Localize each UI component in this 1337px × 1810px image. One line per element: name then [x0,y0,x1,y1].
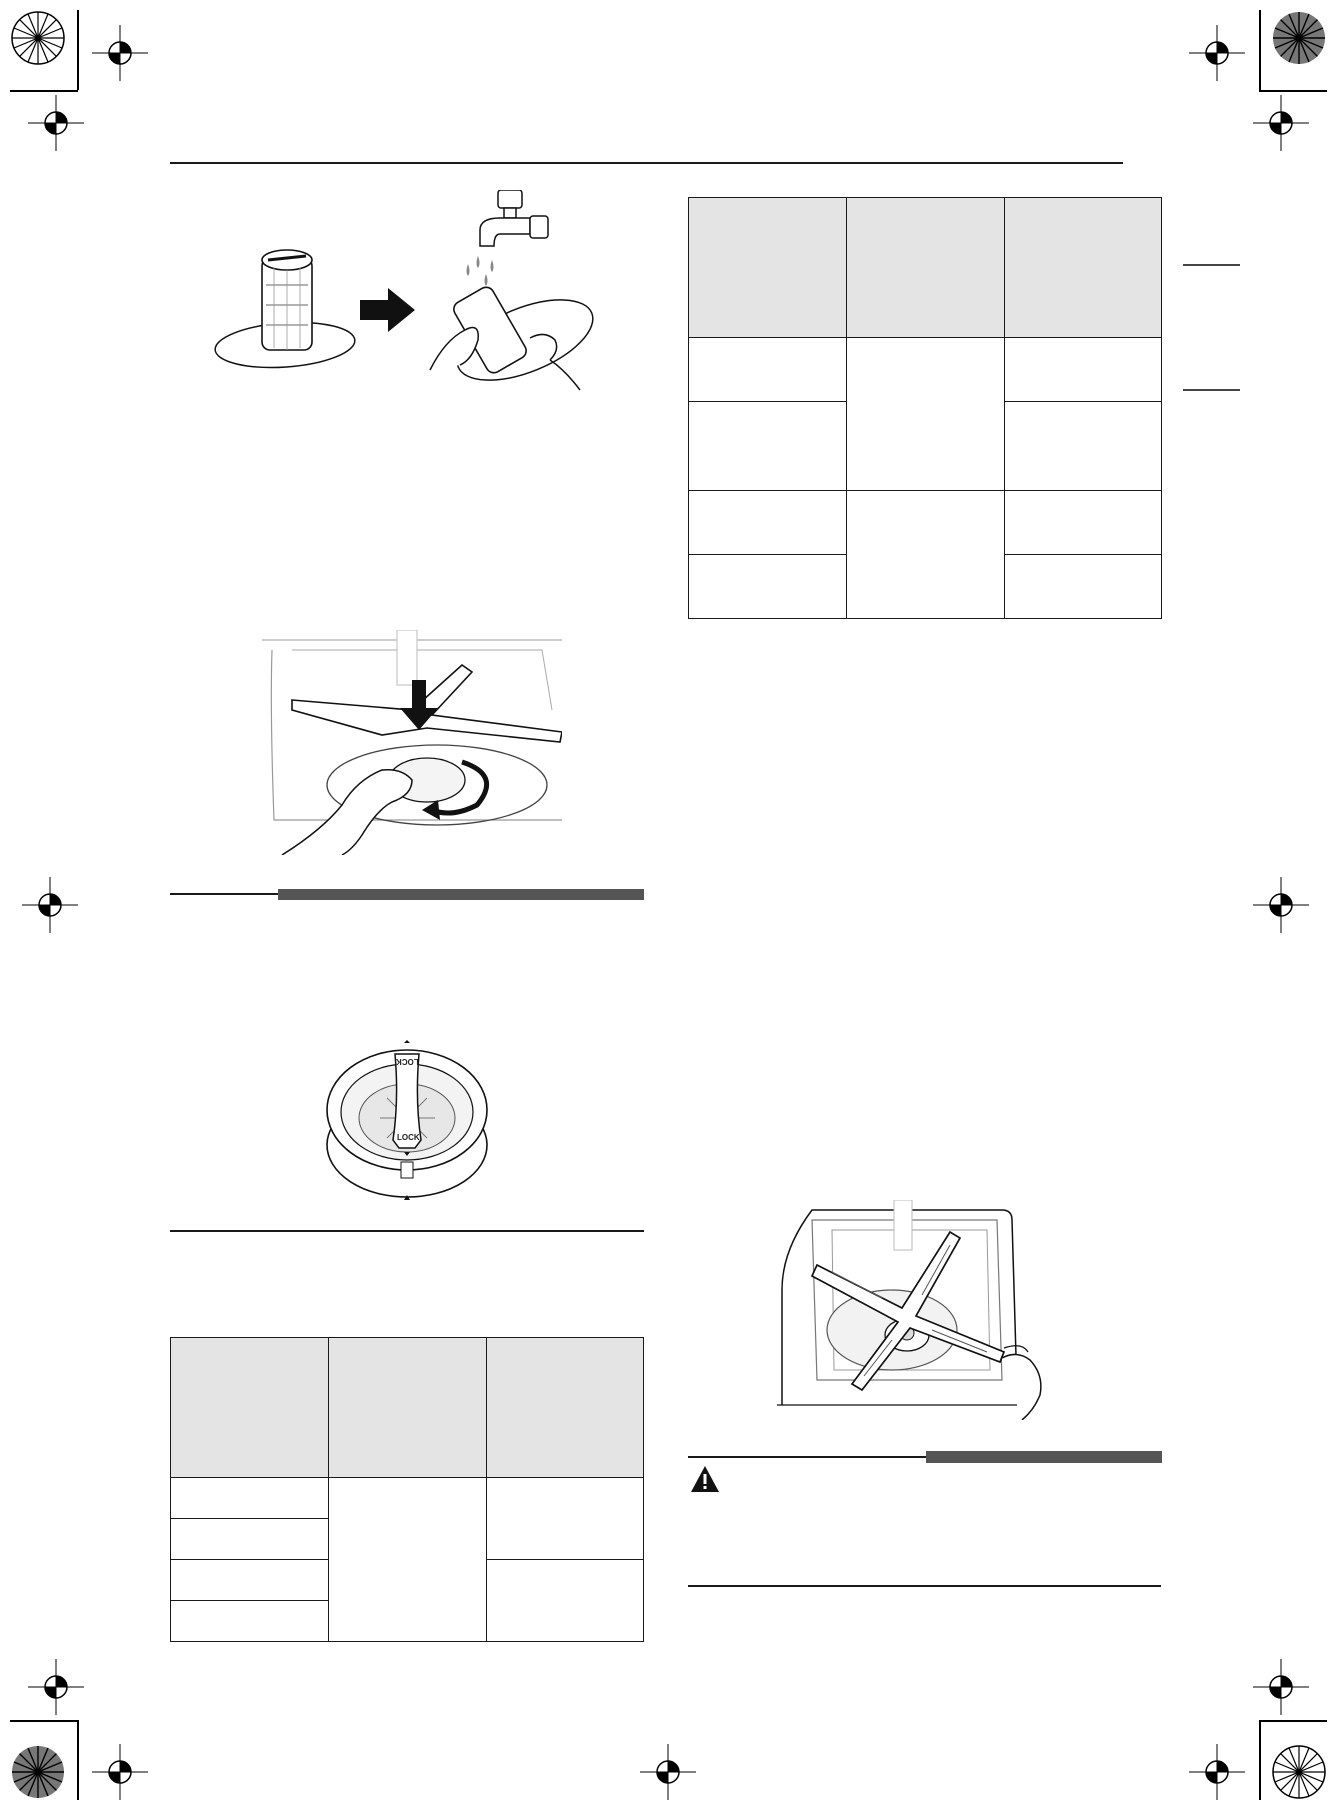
table-header-cell [487,1338,644,1478]
table-header-cell [329,1338,487,1478]
crosshair-mark-icon [1253,1659,1309,1715]
crosshair-mark-icon [1253,877,1309,933]
table-cell [171,1519,329,1560]
dial-bottom-label: LOCK [397,1133,420,1142]
crosshair-mark-icon [1189,25,1245,81]
warning-triangle-icon [690,1465,720,1493]
crosshair-mark-icon [92,25,148,81]
starburst-mark-icon [10,10,66,66]
margin-tab-line [1183,264,1240,266]
table-header-cell [1005,198,1162,338]
table-cell [689,338,847,402]
spray-arm-illustration [772,1200,1087,1420]
margin-tab-line [1183,389,1240,391]
starburst-mark-icon [10,1744,66,1800]
table-cell [487,1478,644,1560]
table-header-cell [171,1338,329,1478]
left-table [170,1337,644,1642]
warning-rule [688,1456,926,1458]
filter-rinse-illustration [210,190,610,415]
crosshair-mark-icon [28,1659,84,1715]
crosshair-mark-icon [22,877,78,933]
warning-bar [926,1451,1162,1463]
header-rule [170,162,1123,164]
table-cell [689,555,847,619]
table-cell [487,1560,644,1642]
table-header-cell [847,198,1005,338]
section-rule [170,893,278,895]
table-cell [847,491,1005,619]
starburst-mark-icon [1271,10,1327,66]
table-header-cell [689,198,847,338]
crosshair-mark-icon [92,1744,148,1800]
right-table [688,197,1162,619]
table-cell [1005,338,1162,402]
table-cell [171,1560,329,1601]
table-cell [689,402,847,491]
crosshair-mark-icon [1189,1744,1245,1800]
crosshair-mark-icon [1253,95,1309,151]
table-cell [1005,491,1162,555]
filter-insert-illustration [262,630,562,855]
table-cell [847,338,1005,491]
table-cell [171,1478,329,1519]
dial-top-label: LOCK [396,1057,419,1066]
table-cell [1005,555,1162,619]
table-cell [1005,402,1162,491]
warning-end-rule [688,1585,1161,1587]
section-rule [170,1230,644,1232]
crosshair-mark-icon [28,95,84,151]
table-cell [329,1478,487,1642]
starburst-mark-icon [1271,1744,1327,1800]
table-cell [689,491,847,555]
section-bar [278,889,644,900]
crosshair-mark-icon [640,1744,696,1800]
table-cell [171,1601,329,1642]
